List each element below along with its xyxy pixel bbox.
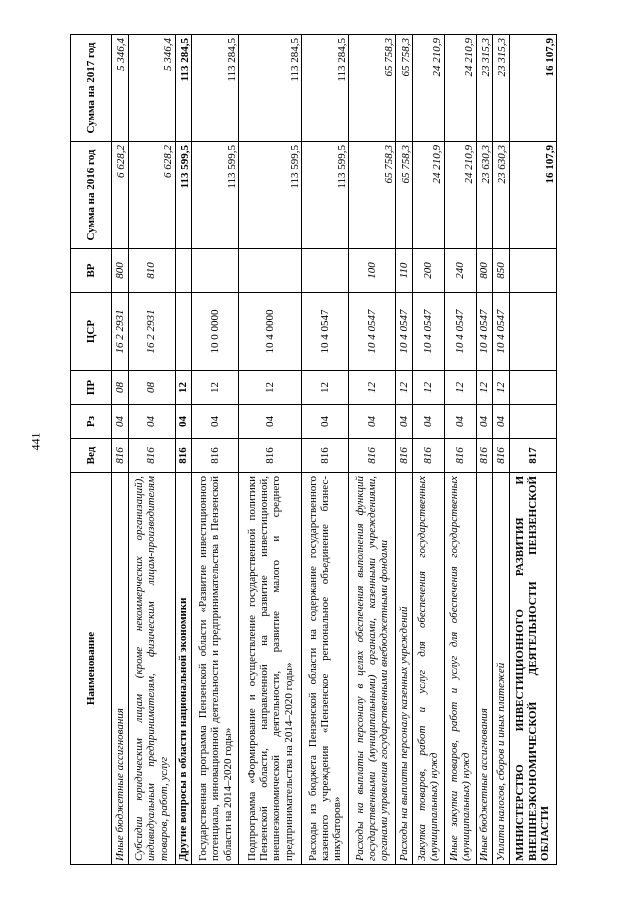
table-row [396, 35, 413, 865]
table-row [239, 35, 302, 865]
cell-vr: 850 [493, 249, 510, 293]
cell-rz: 04 [192, 405, 239, 439]
cell-rz: 04 [412, 405, 444, 439]
cell-pr: 12 [192, 371, 239, 405]
cell-sum-2017: 65 758,3 [396, 35, 413, 142]
cell-sum-2017: 23 315,3 [476, 35, 493, 142]
cell-csr: 10 4 0000 [239, 293, 302, 371]
cell-sum-2017: 113 284,5 [175, 35, 192, 142]
header-csr: ЦСР [71, 293, 112, 371]
cell-rz: 04 [493, 405, 510, 439]
cell-vr [239, 249, 302, 293]
cell-pr: 12 [493, 371, 510, 405]
cell-sum-2016: 113 599,5 [301, 142, 348, 249]
cell-pr: 12 [349, 371, 396, 405]
cell-csr: 10 4 0547 [493, 293, 510, 371]
header-rz: Рз [71, 405, 112, 439]
cell-name: Уплата налогов, сборов и иных платежей [493, 473, 510, 865]
table-row [192, 35, 239, 865]
cell-pr [509, 371, 556, 405]
table-row [509, 35, 556, 865]
cell-ved: 816 [192, 439, 239, 473]
cell-ved: 816 [301, 439, 348, 473]
cell-vr: 200 [412, 249, 444, 293]
cell-sum-2016: 113 599,5 [239, 142, 302, 249]
cell-vr [192, 249, 239, 293]
table-row [493, 35, 510, 865]
cell-ved: 816 [444, 439, 476, 473]
table-row [412, 35, 444, 865]
cell-csr: 10 0 0000 [192, 293, 239, 371]
cell-csr: 10 4 0547 [476, 293, 493, 371]
cell-sum-2016: 65 758,3 [396, 142, 413, 249]
rotated-table-container [70, 35, 557, 865]
cell-sum-2016: 6 628,2 [128, 142, 175, 249]
table-row [476, 35, 493, 865]
cell-name: Субсидии юридическим лицам (кроме некоммерческих организаций), индивидуальным предпринимателям, физическим лицам-производителям товаров, работ, услуг [128, 473, 175, 865]
cell-rz: 04 [444, 405, 476, 439]
cell-rz: 04 [476, 405, 493, 439]
cell-sum-2017: 113 284,5 [301, 35, 348, 142]
cell-pr: 08 [128, 371, 175, 405]
header-row [71, 35, 112, 865]
cell-csr [175, 293, 192, 371]
table-row [444, 35, 476, 865]
cell-csr: 10 4 0547 [412, 293, 444, 371]
cell-pr: 12 [476, 371, 493, 405]
cell-vr: 810 [128, 249, 175, 293]
cell-ved: 816 [175, 439, 192, 473]
cell-ved: 816 [349, 439, 396, 473]
cell-ved: 816 [476, 439, 493, 473]
cell-name: Другие вопросы в области национальной экономики [175, 473, 192, 865]
cell-sum-2016: 23 630,3 [493, 142, 510, 249]
cell-ved: 816 [412, 439, 444, 473]
cell-pr: 12 [239, 371, 302, 405]
cell-name: Закупка товаров, работ и услуг для обеспечения государственных (муниципальных) нужд [412, 473, 444, 865]
cell-ved: 816 [493, 439, 510, 473]
header-name: Наименование [71, 473, 112, 865]
cell-sum-2017: 5 346,4 [112, 35, 129, 142]
cell-csr [509, 293, 556, 371]
cell-vr: 100 [349, 249, 396, 293]
cell-sum-2017: 16 107,9 [509, 35, 556, 142]
cell-name: Подпрограмма «Формирование и осуществление государственной политики Пензенской области, направленной на развитие инвестиционной, внешнеэкономической деятельности, развитие малого и среднего предпринимательства на 2014–2020 годы» [239, 473, 302, 865]
cell-sum-2017: 65 758,3 [349, 35, 396, 142]
cell-rz: 04 [175, 405, 192, 439]
cell-sum-2017: 113 284,5 [239, 35, 302, 142]
cell-pr: 12 [175, 371, 192, 405]
cell-ved: 816 [396, 439, 413, 473]
cell-csr: 10 4 0547 [396, 293, 413, 371]
cell-sum-2016: 24 210,9 [412, 142, 444, 249]
cell-csr: 10 4 0547 [349, 293, 396, 371]
cell-sum-2016: 23 630,3 [476, 142, 493, 249]
cell-csr: 16 2 2931 [128, 293, 175, 371]
cell-pr: 08 [112, 371, 129, 405]
cell-name: Иные закупки товаров, работ и услуг для обеспечения государственных (муниципальных) нужд [444, 473, 476, 865]
cell-vr [175, 249, 192, 293]
header-vr: ВР [71, 249, 112, 293]
cell-ved: 817 [509, 439, 556, 473]
header-sum-2016: Сумма на 2016 год [71, 142, 112, 249]
cell-ved: 816 [128, 439, 175, 473]
cell-sum-2016: 113 599,5 [192, 142, 239, 249]
table-row [128, 35, 175, 865]
header-pr: ПР [71, 371, 112, 405]
cell-vr: 800 [476, 249, 493, 293]
header-ved: Вед [71, 439, 112, 473]
cell-name: Расходы на выплаты персоналу в целях обеспечения выполнения функций государственными (муниципальными) органами, казенными учреждениями, органами управления государственными внебюджетными фондами [349, 473, 396, 865]
cell-sum-2016: 6 628,2 [112, 142, 129, 249]
table-row [349, 35, 396, 865]
cell-rz [509, 405, 556, 439]
cell-rz: 04 [112, 405, 129, 439]
cell-sum-2017: 23 315,3 [493, 35, 510, 142]
cell-name: Иные бюджетные ассигнования [112, 473, 129, 865]
cell-sum-2016: 16 107,9 [509, 142, 556, 249]
cell-name: Расходы из бюджета Пензенской области на содержание государственного казенного учреждения «Пензенское региональное объединение бизнес-инкубаторов» [301, 473, 348, 865]
cell-ved: 816 [112, 439, 129, 473]
cell-pr: 12 [444, 371, 476, 405]
cell-rz: 04 [349, 405, 396, 439]
cell-name: Государственная программа Пензенской области «Развитие инвестиционного потенциала, инновационной деятельности и предпринимательства в Пензенской области на 2014–2020 годы» [192, 473, 239, 865]
cell-vr: 110 [396, 249, 413, 293]
cell-pr: 12 [396, 371, 413, 405]
cell-sum-2017: 113 284,5 [192, 35, 239, 142]
cell-pr: 12 [412, 371, 444, 405]
cell-sum-2016: 65 758,3 [349, 142, 396, 249]
budget-table [70, 34, 557, 865]
cell-rz: 04 [396, 405, 413, 439]
header-sum-2017: Сумма на 2017 год [71, 35, 112, 142]
cell-name: МИНИСТЕРСТВО ИНВЕСТИЦИОННОГО РАЗВИТИЯ И ВНЕШНЕЭКОНОМИЧЕСКОЙ ДЕЯТЕЛЬНОСТИ ПЕНЗЕНСКОЙ ОБЛАСТИ [509, 473, 556, 865]
cell-vr [301, 249, 348, 293]
cell-sum-2016: 24 210,9 [444, 142, 476, 249]
cell-name: Иные бюджетные ассигнования [476, 473, 493, 865]
cell-vr: 240 [444, 249, 476, 293]
page-number: 441 [28, 432, 43, 451]
cell-rz: 04 [301, 405, 348, 439]
cell-sum-2017: 5 346,4 [128, 35, 175, 142]
cell-rz: 04 [128, 405, 175, 439]
cell-vr: 800 [112, 249, 129, 293]
table-row [175, 35, 192, 865]
cell-name: Расходы на выплаты персоналу казенных учреждений [396, 473, 413, 865]
cell-csr: 10 4 0547 [301, 293, 348, 371]
cell-vr [509, 249, 556, 293]
cell-pr: 12 [301, 371, 348, 405]
table-row [301, 35, 348, 865]
cell-sum-2017: 24 210,9 [412, 35, 444, 142]
cell-csr: 16 2 2931 [112, 293, 129, 371]
cell-sum-2017: 24 210,9 [444, 35, 476, 142]
cell-ved: 816 [239, 439, 302, 473]
cell-csr: 10 4 0547 [444, 293, 476, 371]
cell-rz: 04 [239, 405, 302, 439]
table-row [112, 35, 129, 865]
cell-sum-2016: 113 599,5 [175, 142, 192, 249]
